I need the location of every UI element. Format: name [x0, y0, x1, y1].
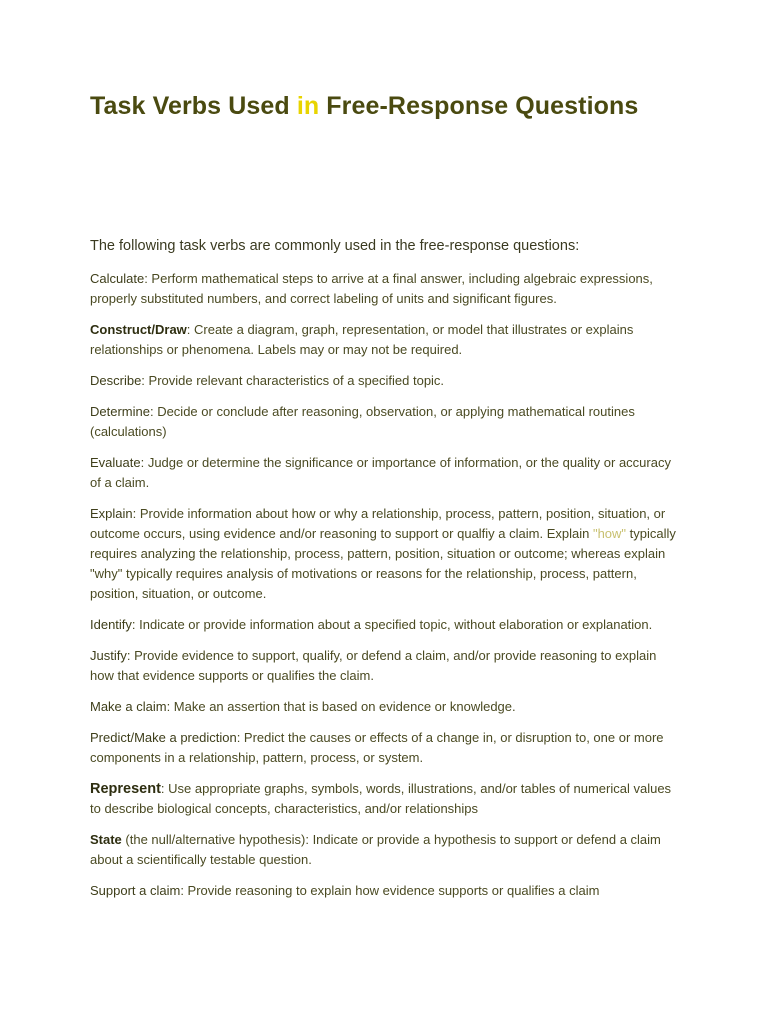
page-title [90, 92, 638, 121]
definition-text: : Judge or determine the significance or importance of information, or the quality or accuracy of a claim. [90, 455, 671, 490]
definition-term: Calculate [90, 271, 145, 286]
definition-text: : Provide information about how or why a relationship, process, pattern, position, situation, or outcome occurs, using evidence and/or reasoning to support or qualfiy a claim. Explain [90, 506, 666, 541]
definition-term: Support a claim [90, 883, 181, 898]
definition-text: : Provide reasoning to explain how evidence supports or qualifies a claim [180, 883, 600, 898]
definition-term: Make a claim [90, 699, 167, 714]
definition-text: : Indicate or provide information about a specified topic, without elaboration or explanation. [131, 617, 653, 632]
definition-text: : Create a diagram, graph, representation, or model that illustrates or explains relationships or phenomena. Labels may or may not be required. [90, 322, 634, 357]
definition-term: Describe [90, 373, 142, 388]
definition-term: Determine [90, 404, 150, 419]
definition-text-continued: typically requires analyzing the relationship, process, pattern, position, situation or outcome; whereas explain "why" typically requires analysis of motivations or reasons for the relationship, process, pattern, position, situation, or outcome. [90, 526, 676, 601]
definition-text: : Predict the causes or effects of a change in, or disruption to, one or more components in a relationship, pattern, process, or system. [90, 730, 664, 765]
definition-support-a-claim [90, 881, 680, 901]
definition-term: Explain [90, 506, 133, 521]
definition-explain [90, 504, 680, 604]
definition-represent [90, 779, 680, 819]
definition-text: : Decide or conclude after reasoning, observation, or applying mathematical routines (calculations) [90, 404, 635, 439]
title-part-2: Free-Response Questions [319, 92, 639, 120]
definition-text: (the null/alternative hypothesis): Indicate or provide a hypothesis to support or defend a claim about a scientifically testable question. [90, 832, 661, 867]
definition-determine [90, 402, 680, 442]
definition-construct-draw [90, 320, 680, 360]
definition-term: Represent [90, 781, 161, 797]
definition-term: Identify [90, 617, 132, 632]
definition-justify [90, 646, 680, 686]
intro-text: The following task verbs are commonly used in the free-response questions: [90, 238, 580, 254]
definition-text: : Provide relevant characteristics of a specified topic. [141, 373, 445, 388]
definition-describe [90, 371, 680, 391]
definition-list [90, 269, 680, 912]
definition-term: Construct/Draw [90, 322, 187, 337]
definition-text: : Provide evidence to support, qualify, or defend a claim, and/or provide reasoning to explain how that evidence supports or qualifies the claim. [90, 648, 657, 683]
definition-text: : Make an assertion that is based on evidence or knowledge. [166, 699, 516, 714]
definition-identify [90, 615, 680, 635]
definition-predict [90, 728, 680, 768]
definition-text: : Use appropriate graphs, symbols, words, illustrations, and/or tables of numerical values to describe biological concepts, characteristics, and/or relationships [90, 781, 672, 816]
title-part-1: Task Verbs Used [90, 92, 297, 120]
title-highlight: in [296, 92, 320, 120]
definition-term: Evaluate [90, 455, 141, 470]
definition-quote: "how" [592, 526, 627, 541]
definition-term: Predict/Make a prediction [90, 730, 237, 745]
definition-term: Justify [90, 648, 127, 663]
definition-term: State [90, 832, 122, 847]
definition-make-a-claim [90, 697, 680, 717]
definition-text: : Perform mathematical steps to arrive at a final answer, including algebraic expressions, properly substituted numbers, and correct labeling of units and significant figures. [90, 271, 653, 306]
definition-state [90, 830, 680, 870]
definition-evaluate [90, 453, 680, 493]
definition-calculate [90, 269, 680, 309]
